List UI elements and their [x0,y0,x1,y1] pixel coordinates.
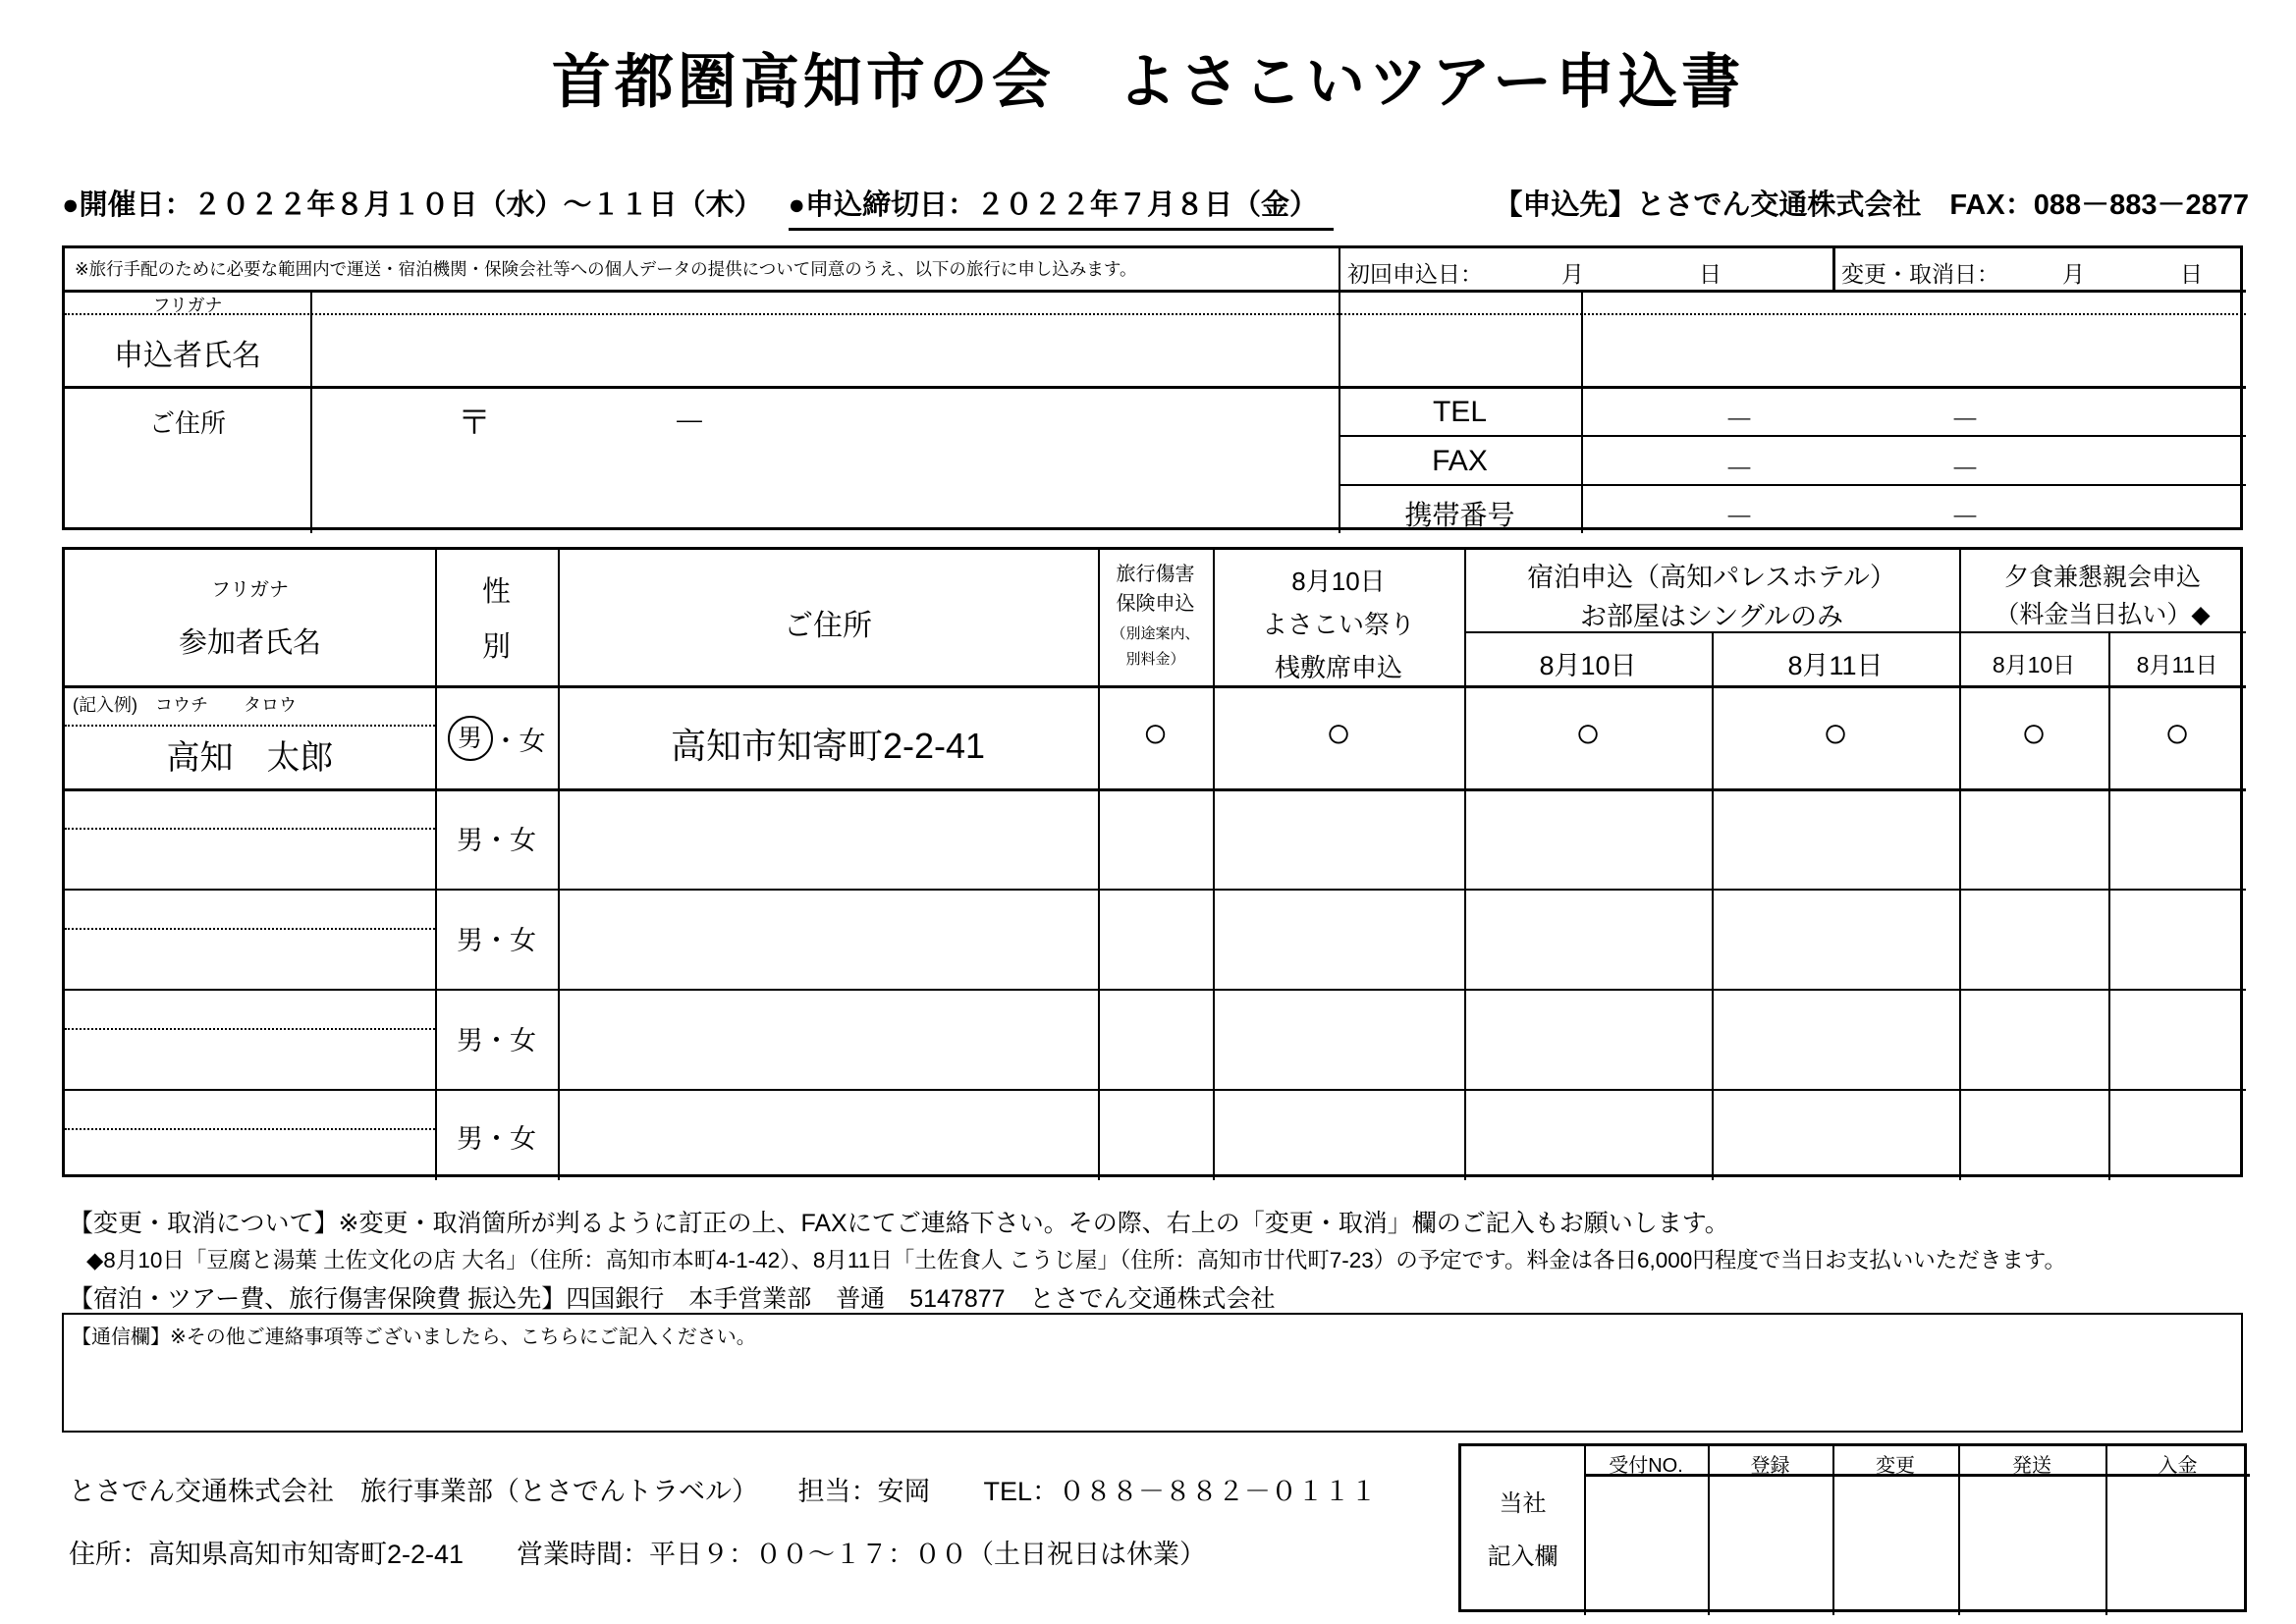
tel-dash: － [1950,405,1980,437]
change-cancel-date-label: 変更・取消日： [1841,261,1999,287]
participant-3-sex-choice[interactable]: 男・女 [457,1026,536,1056]
info-row [62,183,2249,231]
participant-3-dinner-day2-cell[interactable] [2108,989,2246,1089]
col-header-sajiki-1: 8月10日 [1291,567,1386,596]
col-header-insurance-4: 別料金） [1125,651,1185,668]
participant-3-address-field[interactable] [558,989,1098,1089]
participant-1-sex-choice[interactable]: 男・女 [457,826,536,855]
application-deadline: ●申込締切日：２０２２年７月８日（金） [789,183,1335,231]
fax-dash: － [1724,454,1754,486]
participant-3-name-field[interactable] [65,989,435,1089]
message-box-label: 【通信欄】※その他ご連絡事項等ございましたら、こちらにご記入ください。 [72,1326,756,1348]
col-header-sajiki-2: よさこい祭り [1261,610,1415,639]
participant-2-address-field[interactable] [558,889,1098,989]
participant-2-dinner-day1-cell[interactable] [1959,889,2108,989]
col-header-insurance-1: 旅行傷害 [1116,564,1195,585]
col-header-hotel-day2: 8月11日 [1787,651,1884,680]
fax-dash: － [1950,454,1980,486]
participant-3-hotel-day1-cell[interactable] [1464,989,1712,1089]
participant-2-sex-choice[interactable]: 男・女 [457,926,536,955]
office-col-registration: 登録 [1750,1455,1790,1477]
example-furigana-note: (記入例) コウチ タロウ [73,695,297,715]
participant-1-name-field[interactable] [65,788,435,889]
applicant-name-field[interactable] [310,313,1339,386]
office-change-cell[interactable] [1832,1474,1958,1615]
consent-note: ※旅行手配のために必要な範囲内で運送・宿泊機関・保険会社等への個人データの提供について同意のうえ、以下の旅行に申し込みます。 [75,259,1137,279]
mobile-field[interactable] [1581,484,2246,533]
mobile-label: 携帯番号 [1404,500,1515,530]
office-col-payment: 入金 [2158,1455,2198,1477]
applicant-table [62,245,2243,534]
tel-dash: － [1724,405,1754,437]
participant-4-hotel-day2-cell[interactable] [1712,1089,1959,1180]
col-header-sex-2: 別 [481,631,511,663]
participant-2-insurance-cell[interactable] [1098,889,1213,989]
col-header-sajiki-3: 桟敷席申込 [1274,653,1402,682]
col-header-address: ご住所 [784,610,872,642]
col-header-hotel-1: 宿泊申込（高知パレスホテル） [1527,563,1896,592]
participant-4-dinner-day1-cell[interactable] [1959,1089,2108,1180]
applicant-furigana-label: フリガナ [152,296,223,315]
participant-1-hotel-day1-cell[interactable] [1464,788,1712,889]
mobile-dash: － [1724,502,1754,534]
example-insurance-circle: ○ [1142,709,1169,757]
mobile-dash: － [1950,502,1980,534]
month-label: 月 [1561,261,1584,287]
first-application-date-label: 初回申込日： [1347,261,1483,287]
office-use-box [1458,1443,2247,1612]
participant-2-hotel-day1-cell[interactable] [1464,889,1712,989]
col-header-dinner-day1: 8月10日 [1992,652,2076,677]
example-hotel-day1-circle: ○ [1574,709,1602,757]
participant-1-address-field[interactable] [558,788,1098,889]
participant-2-sajiki-cell[interactable] [1213,889,1464,989]
applicant-name-label: 申込者氏名 [114,340,261,372]
example-dinner-day1-circle: ○ [2020,709,2048,757]
office-col-reception-no: 受付NO. [1609,1455,1683,1477]
participant-4-dinner-day2-cell[interactable] [2108,1089,2246,1180]
tel-label: TEL [1432,396,1488,428]
fax-label: FAX [1432,445,1488,477]
participant-1-sajiki-cell[interactable] [1213,788,1464,889]
participant-2-hotel-day2-cell[interactable] [1712,889,1959,989]
office-registration-cell[interactable] [1708,1474,1832,1615]
example-address: 高知市知寄町2-2-41 [670,726,986,766]
office-payment-cell[interactable] [2105,1474,2250,1615]
participant-1-insurance-cell[interactable] [1098,788,1213,889]
col-header-sex-1: 性 [481,576,511,608]
example-sex-rest: ・女 [492,726,546,756]
note-bank-transfer: 【宿泊・ツアー費、旅行傷害保険費 振込先】四国銀行 本手営業部 普通 5147877 とさでん交通株式会社 [69,1285,1276,1313]
participant-3-dinner-day1-cell[interactable] [1959,989,2108,1089]
applicant-furigana-field[interactable] [310,290,1339,313]
participant-1-dinner-day1-cell[interactable] [1959,788,2108,889]
participant-4-address-field[interactable] [558,1089,1098,1180]
col-header-dinner-1: 夕食兼懇親会申込 [2003,564,2201,591]
participant-4-sex-choice[interactable]: 男・女 [457,1124,536,1154]
note-dinner-detail: ◆8月10日「豆腐と湯葉 土佐文化の店 大名」（住所：高知市本町4-1-42）、8月11日「土佐食人 こうじ屋」（住所：高知市廿代町7-23）の予定です。料金は各日6,000円程度で当日お支払いいただきます。 [86,1248,2066,1272]
postal-mark: 〒 [458,405,491,442]
day-label: 日 [1699,261,1722,287]
col-header-dinner-day2: 8月11日 [2136,652,2218,677]
participant-1-dinner-day2-cell[interactable] [2108,788,2246,889]
example-name: 高知 太郎 [166,739,334,777]
col-header-hotel-2: お部屋はシングルのみ [1580,602,1843,631]
tel-field[interactable] [1581,386,2246,435]
participant-2-name-field[interactable] [65,889,435,989]
participant-3-hotel-day2-cell[interactable] [1712,989,1959,1089]
col-header-dinner-2: （料金当日払い）◆ [1995,601,2211,628]
example-sex-choice [435,713,558,764]
col-header-insurance-2: 保険申込 [1116,593,1195,615]
participant-4-hotel-day1-cell[interactable] [1464,1089,1712,1180]
col-header-furigana: フリガナ [211,579,289,601]
applicant-address-label: ご住所 [148,408,226,438]
message-box-field[interactable] [62,1313,2243,1433]
footer-address-line: 住所：高知県高知市知寄町2-2-41 営業時間：平日９：００～１７：００（土日祝日は休業） [69,1540,1207,1569]
office-box-label-2: 記入欄 [1487,1543,1558,1570]
month-label: 月 [2062,261,2085,287]
office-box-label-1: 当社 [1499,1490,1547,1517]
apply-to-fax: 【申込先】とさでん交通株式会社 FAX：088－883－2877 [1494,189,2249,221]
example-sajiki-circle: ○ [1325,709,1352,757]
applicant-address-field[interactable] [310,386,1339,533]
note-change-cancel: 【変更・取消について】※変更・取消箇所が判るように訂正の上、FAXにてご連絡下さい。その際、右上の「変更・取消」欄のご記入もお願いします。 [69,1210,1729,1237]
office-reception-no-cell[interactable] [1584,1474,1708,1615]
change-cancel-date-field[interactable] [1832,248,2246,290]
form-title: 首都圏高知市の会 よさこいツアー申込書 [551,49,1745,115]
dotted-writing-line [65,725,435,727]
day-label: 日 [2180,261,2203,287]
participant-4-insurance-cell[interactable] [1098,1089,1213,1180]
fax-field[interactable] [1581,435,2246,484]
example-dinner-day2-circle: ○ [2163,709,2191,757]
example-sex-male-circled: 男 [448,716,493,761]
office-col-change: 変更 [1876,1455,1915,1477]
postal-dash: － [673,405,706,442]
col-header-hotel-day1: 8月10日 [1539,651,1637,680]
office-col-shipping: 発送 [2012,1455,2051,1477]
participant-4-name-field[interactable] [65,1089,435,1180]
participant-4-sajiki-cell[interactable] [1213,1089,1464,1180]
grid-line [65,685,2246,688]
participant-3-insurance-cell[interactable] [1098,989,1213,1089]
participant-table [62,547,2243,1177]
event-date: ●開催日：２０２２年８月１０日（水）～１１日（木） [62,189,763,221]
example-hotel-day2-circle: ○ [1822,709,1849,757]
first-application-date-field[interactable] [1339,248,1832,290]
participant-3-sajiki-cell[interactable] [1213,989,1464,1089]
office-shipping-cell[interactable] [1958,1474,2105,1615]
col-header-insurance-3: （別途案内、 [1111,625,1200,642]
participant-1-hotel-day2-cell[interactable] [1712,788,1959,889]
participant-2-dinner-day2-cell[interactable] [2108,889,2246,989]
col-header-participant-name: 参加者氏名 [178,627,321,659]
footer-company-line: とさでん交通株式会社 旅行事業部（とさでんトラベル） 担当：安岡 TEL：０８８－８８２－０１１１ [69,1477,1378,1506]
